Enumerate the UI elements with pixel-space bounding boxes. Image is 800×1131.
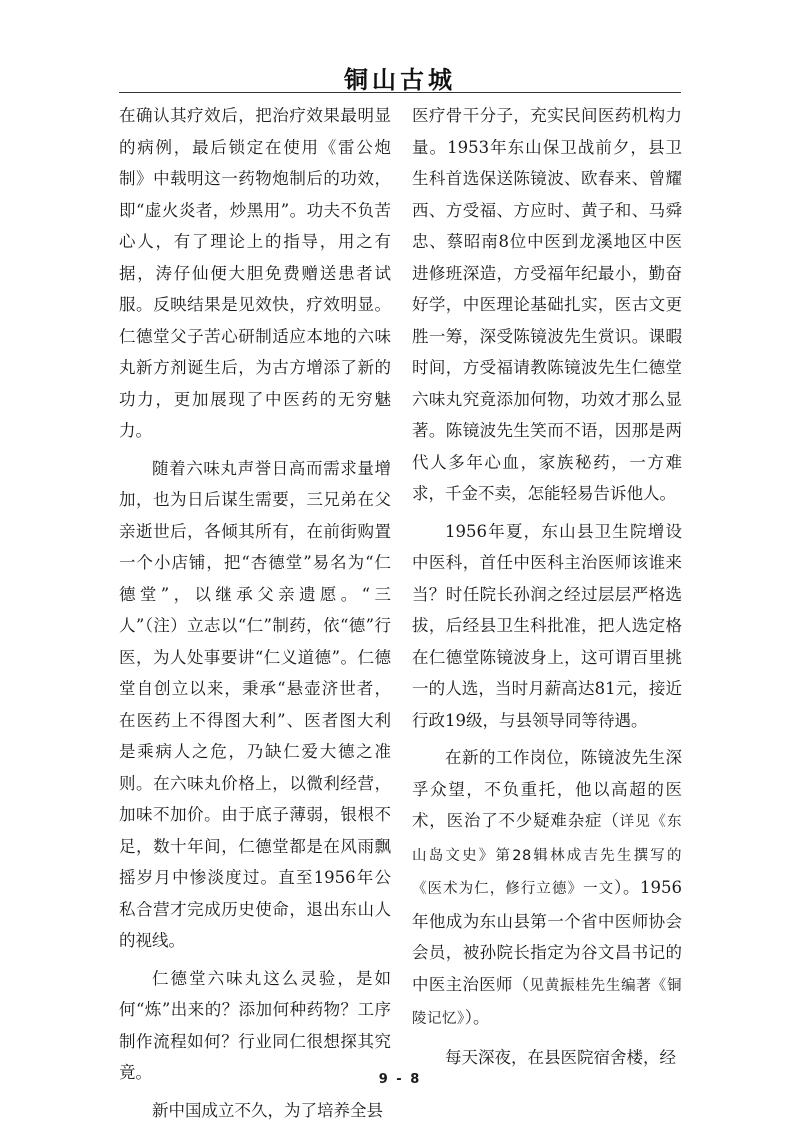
header-rule [119,92,681,93]
left-paragraph-1: 在确认其疗效后，把治疗效果最明显的病例，最后锁定在使用《雷公炮制》中载明这一药物炮制后的功效，即“虚火炎者，炒黑用”。功夫不负苦心人，有了理论上的指导，用之有据，涛仔仙便大胆免费赠送患者试服。反映结果是见效快，疗效明显。仁德堂父子苦心研制适应本地的六味丸新方剂诞生后，为古方增添了新的功力，更加展现了中医药的无穷魅力。 [119,106,391,440]
right-paragraph-2: 1956年夏，东山县卫生院增设中医科，首任中医科主治医师该谁来当？时任院长孙润之经过层层严格选拔，后经县卫生科批准，把人选定格在仁德堂陈镜波身上，这可谓百里挑一的人选，当时月薪高达81元，接近行政19级，与县领导同等待遇。 [412,521,682,730]
right-column [412,100,682,1073]
page-number: 9 - 8 [378,1072,422,1087]
right-paragraph-3-citation-2: 见黄振桂先生编著《铜陵记忆》 [412,977,682,1027]
right-paragraph-3-text-b: ）。1956年他成为东山县第一个省中医师协会会员，被孙院长指定为谷文昌书记的中医主治医师（ [412,878,682,994]
right-paragraph-3-citation-1: 详见《东山岛文史》第28辑林成吉先生撰写的《医术为仁，修行立德》一文 [412,814,683,897]
right-paragraph-4: 每天深夜，在县医院宿舍楼，经 [445,1047,676,1067]
right-paragraph-3 [412,742,682,1036]
right-paragraph-3-text-c: ）。 [464,1008,490,1027]
left-column [119,100,391,1126]
left-paragraph-2: 随着六味丸声誉日高而需求量增加，也为日后谋生需要，三兄弟在父亲逝世后，各倾其所有，在前街购置一个小店铺，把“杏德堂”易名为“仁德堂”，以继承父亲遗愿。“三人”（注）立志以“仁”制药，依“德”行医，为人处事要讲“仁义道德”。仁德堂自创立以来，秉承“悬壶济世者，在医药上不得图大利”、医者图大利是乘病人之危，乃缺仁爱大德之准则。在六味丸价格上，以微利经营，加味不加价。由于底子薄弱，银根不足，数十年间，仁德堂都是在风雨飘摇岁月中惨淡度过。直至1956年公私合营才完成历史使命，退出东山人的视线。 [119,458,391,950]
header-title: 铜山古城 [344,65,456,94]
left-paragraph-3: 仁德堂六味丸这么灵验，是如何“炼”出来的？添加何种药物？工序制作流程如何？行业同仁很想探其究竟。 [119,968,391,1082]
left-paragraph-4: 新中国成立不久，为了培养全县 [152,1100,383,1120]
right-paragraph-3-text-a: 在新的工作岗位，陈镜波先生深孚众望，不负重托，他以高超的医术，医治了不少疑难杂症（ [412,748,682,830]
right-paragraph-1: 医疗骨干分子，充实民间医药机构力量。1953年东山保卫战前夕，县卫生科首选保送陈镜波、欧春来、曾耀西、方受福、方应时、黄子和、马舜忠、蔡昭南8位中医到龙溪地区中医进修班深造，方受福年纪最小，勤奋好学，中医理论基础扎实，医古文更胜一筹，深受陈镜波先生赏识。课暇时间，方受福请教陈镜波先生仁德堂六味丸究竟添加何物，功效才那么显著。陈镜波先生笑而不语，因那是两代人多年心血，家族秘药，一方难求，千金不卖，怎能轻易告诉他人。 [412,106,682,503]
